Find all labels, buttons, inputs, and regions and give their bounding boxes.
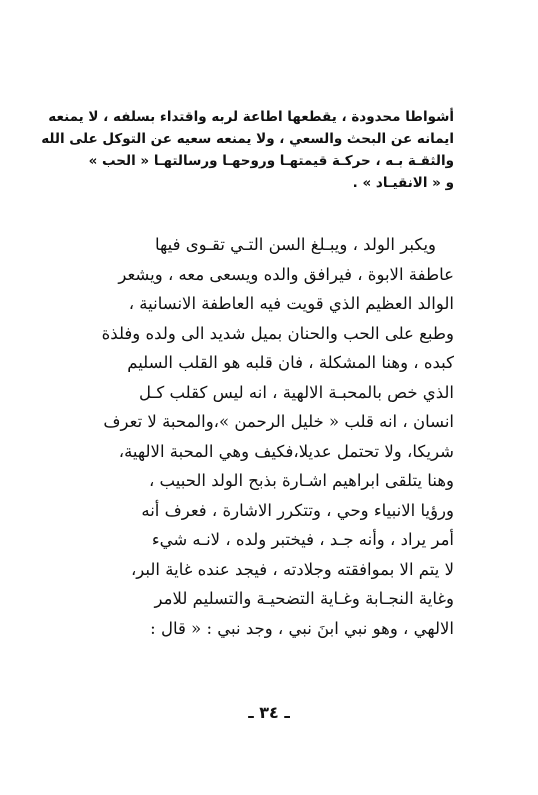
body-line: الذي خص بالمحبـة الالهية ، انه ليس كقلب كـل <box>139 382 454 402</box>
body-line: أمر يراد ، وأنه جـد ، فيختبر ولده ، لانـه شيء <box>151 530 454 549</box>
intro-line: و « الانقيـاد » . <box>352 175 454 191</box>
body-line: الوالد العظيم الذي قويت فيه العاطفة الانسانية ، <box>128 294 454 313</box>
body-line: وغاية النجـابة وغـاية التضحيـة والتسليم للامر <box>154 589 454 608</box>
body-line: ورؤيا الانبياء وحي ، وتتكرر الاشارة ، فعرف أنه <box>141 500 454 520</box>
intro-line: ايمانه عن البحث والسعي ، ولا يمنعه سعيه عن التوكل على الله <box>41 131 454 147</box>
body-line: ويكبر الولد ، ويبـلغ السن التـي تقـوى فيها <box>154 235 436 254</box>
body-line: لا يتم الا بموافقته وجلادته ، فيجد عنده غاية البر، <box>130 559 454 579</box>
intro-line: أشواطا محدودة ، يقطعها اطاعة لربه واقتداء بسلفه ، لا يمنعه <box>48 109 454 125</box>
body-line: وطبع على الحب والحنان بميل شديد الى ولده وفلذة <box>101 323 454 343</box>
body-line: كبده ، وهنا المشكلة ، فان قلبه هو القلب السليم <box>127 353 454 372</box>
intro-line: والثقـة بـه ، حركـة قيمتهـا وروحهـا ورسالتهـا « الحب » <box>88 153 454 169</box>
page-number: ـ ٣٤ ـ <box>248 703 290 722</box>
body-line: الالهي ، وهو نبي ابنَ نبي ، وجد نبي : « قال : <box>150 618 454 638</box>
body-line: انسان ، انه قلب « خليل الرحمن »،والمحبة لا تعرف <box>103 412 454 431</box>
body-line: شريكا، ولا تحتمل عديلا،فكيف وهي المحبة الالهية، <box>118 441 454 461</box>
body-line: عاطفة الابوة ، فيرافق والده ويسعى معه ، ويشعر <box>118 264 454 284</box>
body-paragraph <box>38 230 454 643</box>
bold-intro-paragraph <box>38 106 454 194</box>
body-line: وهنا يتلقى ابراهيم اشـارة بذبح الولد الحبيب ، <box>148 471 454 490</box>
